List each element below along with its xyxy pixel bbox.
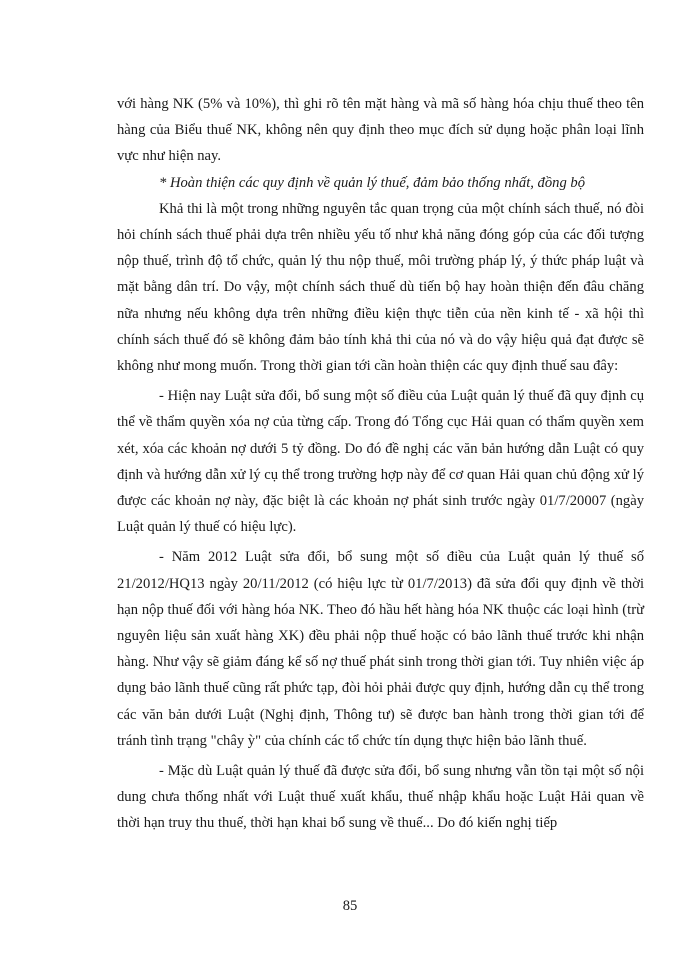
paragraph-feasibility: Khả thi là một trong những nguyên tắc quan trọng của một chính sách thuế, nó đòi hỏi chính sách thuế phải dựa trên nhiều yếu tố như khả năng đóng góp của các đối tượng nộp thuế, trình độ tổ chức, quản lý thu nộp thuế, môi trường pháp lý, ý thức pháp luật và mặt bằng dân trí. Do vậy, một chính sách thuế dù tiến bộ hay hoàn thiện đến đâu chăng nữa nhưng nếu không dựa trên những điều kiện thực tiễn của nền kinh tế - xã hội thì chính sách thuế đó sẽ không đảm bảo tính khả thi của nó và do vậy hiệu quả đạt được sẽ không như mong muốn. Trong thời gian tới cần hoàn thiện các quy định thuế sau đây:: [117, 200, 644, 375]
paragraph-debt-write-off: - Hiện nay Luật sửa đổi, bổ sung một số điều của Luật quản lý thuế đã quy định cụ thể về thẩm quyền xóa nợ của từng cấp. Trong đó Tổng cục Hải quan có thẩm quyền xem xét, xóa các khoản nợ dưới 5 tỷ đồng. Do đó đề nghị các văn bản hướng dẫn Luật có quy định và hướng dẫn xử lý cụ thể trong trường hợp này để cơ quan Hải quan chủ động xử lý được các khoản nợ này, đặc biệt là các khoản nợ phát sinh trước ngày 01/7/20007 (ngày Luật quản lý thuế có hiệu lực).: [117, 388, 644, 536]
page-number: 85: [342, 898, 358, 914]
paragraph-inconsistency: - Mặc dù Luật quản lý thuế đã được sửa đổi, bổ sung nhưng vẫn tồn tại một số nội dung chưa thống nhất với Luật thuế xuất khẩu, thuế nhập khẩu hoặc Luật Hải quan về thời hạn truy thu thuế, thời hạn khai bổ sung về thuế... Do đó kiến nghị tiếp: [117, 763, 644, 832]
section-heading: * Hoàn thiện các quy định về quản lý thuế, đảm bảo thống nhất, đồng bộ: [159, 174, 585, 191]
paragraph-tax-guarantee: - Năm 2012 Luật sửa đổi, bổ sung một số điều của Luật quản lý thuế số 21/2012/HQ13 ngày 20/11/2012 (có hiệu lực từ 01/7/2013) đã sửa đổi quy định về thời hạn nộp thuế đối với hàng hóa NK. Theo đó hầu hết hàng hóa NK thuộc các loại hình (trừ nguyên liệu sản xuất hàng XK) đều phải nộp thuế hoặc có bảo lãnh thuế trước khi nhận hàng. Như vậy sẽ giảm đáng kể số nợ thuế phát sinh trong thời gian tới. Tuy nhiên việc áp dụng bảo lãnh thuế cũng rất phức tạp, đòi hỏi phải được quy định, hướng dẫn cụ thể trong các văn bản dưới Luật (Nghị định, Thông tư) sẽ được ban hành trong thời gian tới để tránh tình trạng "chây ỳ" của chính các tổ chức tín dụng thực hiện bảo lãnh thuế.: [117, 549, 644, 749]
page-body: [117, 91, 644, 837]
paragraph-continuation: với hàng NK (5% và 10%), thì ghi rõ tên mặt hàng và mã số hàng hóa chịu thuế theo tên hàng của Biểu thuế NK, không nên quy định theo mục đích sử dụng hoặc phân loại lĩnh vực như hiện nay.: [117, 96, 644, 165]
